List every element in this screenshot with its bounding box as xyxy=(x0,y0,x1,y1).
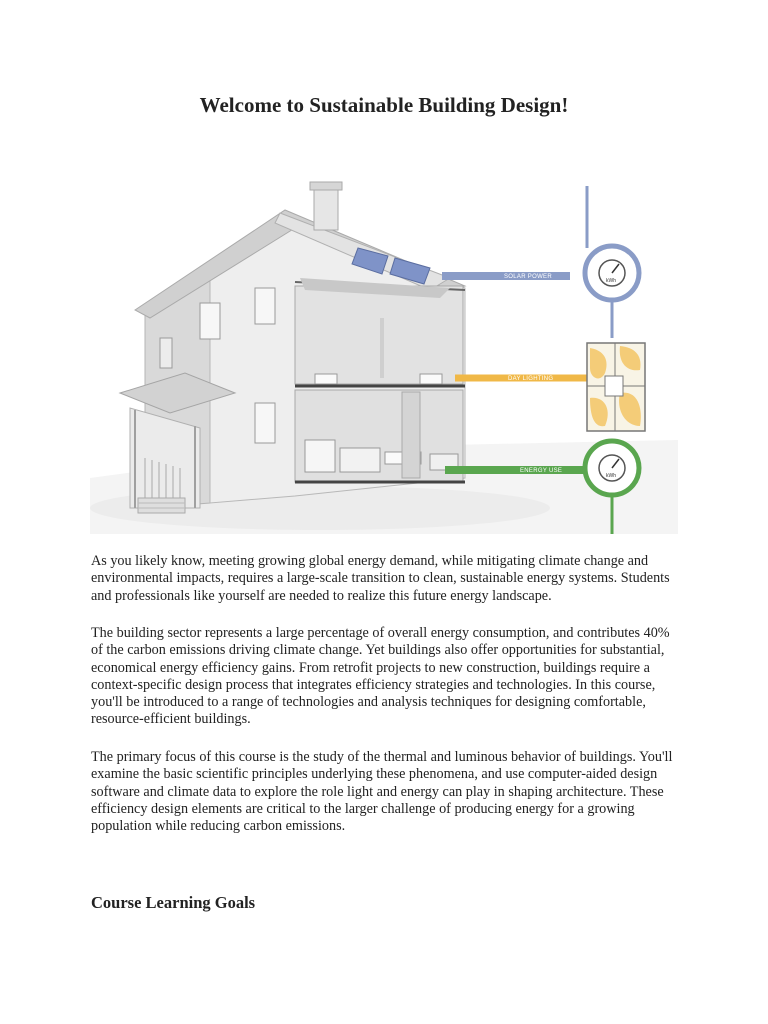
section-heading-learning-goals: Course Learning Goals xyxy=(91,893,256,912)
floor-plan-icon xyxy=(587,343,645,431)
energy-meter-unit: kWh xyxy=(606,473,616,479)
energy-meter-icon xyxy=(585,441,639,495)
day-lighting-label: DAY LIGHTING xyxy=(508,376,554,382)
energy-use-label: ENERGY USE xyxy=(520,468,563,474)
house-cutaway-illustration xyxy=(90,178,678,534)
house-figure xyxy=(90,178,678,534)
solar-power-label: SOLAR POWER xyxy=(504,274,552,280)
solar-meter-icon xyxy=(585,246,639,300)
building-sector-paragraph: The building sector represents a large percentage of overall energy consumption, and contributes 40% of the carbon emissions driving climate change. Yet buildings also offer opportunities for substantial, economical energy efficiency gains. From retrofit projects to new construction, buildings require a context-specific design process that integrates efficiency strategies and technologies. In this course, you'll be introduced to a range of technologies and analysis techniques for designing comfortable, resource-efficient buildings. xyxy=(91,625,670,728)
page-title: Welcome to Sustainable Building Design! xyxy=(199,93,569,117)
solar-meter-unit: kWh xyxy=(606,278,616,284)
intro-paragraph: As you likely know, meeting growing global energy demand, while mitigating climate change and environmental impacts, requires a large-scale transition to clean, sustainable energy systems. Students and professionals like yourself are needed to realize this future energy landscape. xyxy=(91,553,670,604)
course-focus-paragraph: The primary focus of this course is the study of the thermal and luminous behavior of buildings. You'll examine the basic scientific principles underlying these phenomena, and use computer-aided design software and climate data to explore the role light and energy can play in shaping architecture. These efficiency design elements are critical to the larger challenge of producing energy for a growing population while reducing carbon emissions. xyxy=(91,749,673,835)
